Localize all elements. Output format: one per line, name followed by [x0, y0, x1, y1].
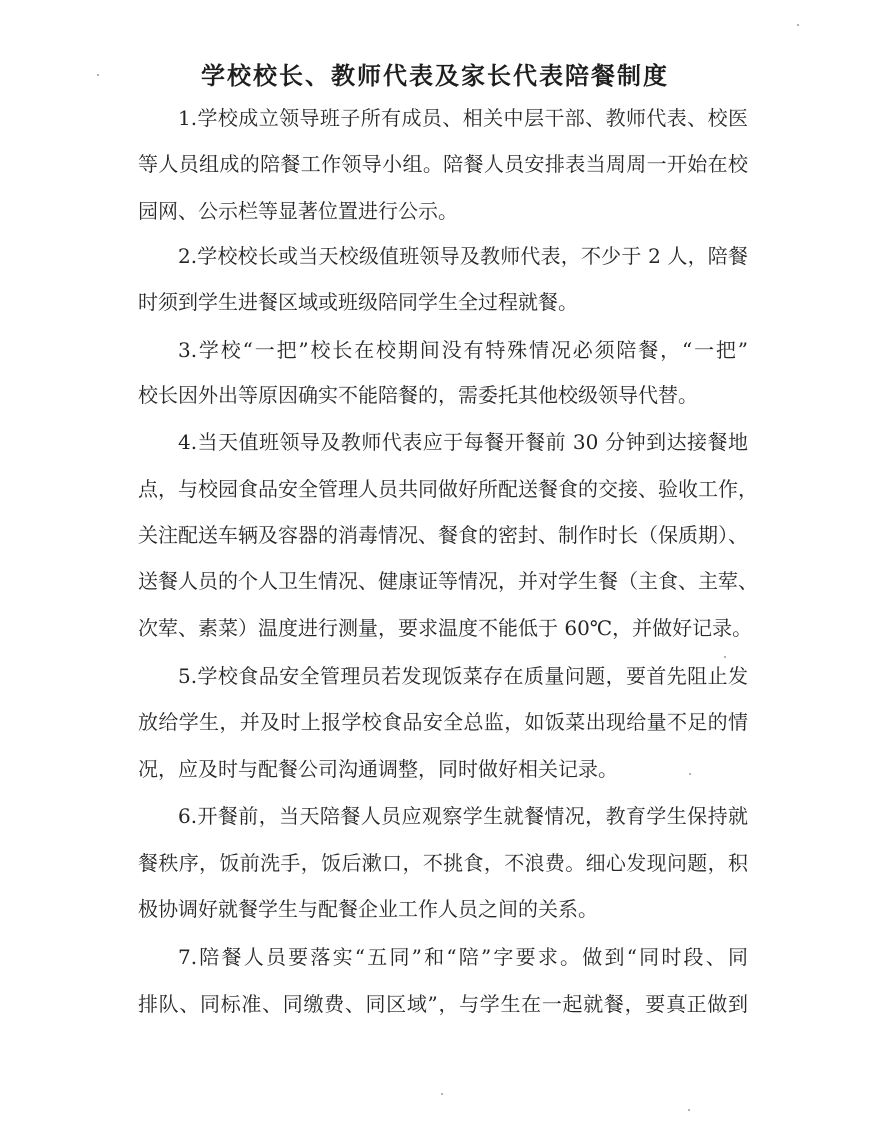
scan-speck: [689, 773, 691, 775]
paragraph-2-line-2: 时须到学生进餐区域或班级陪同学生全过程就餐。: [138, 290, 578, 314]
paragraph-5-line-3: 况，应及时与配餐公司沟通调整，同时做好相关记录。: [138, 757, 618, 781]
paragraph-4-line-5: 次荤、素菜）温度进行测量，要求温度不能低于 60℃，并做好记录。: [138, 616, 753, 640]
paragraph-6-line-1: 6.开餐前，当天陪餐人员应观察学生就餐情况，教育学生保持就: [178, 804, 748, 828]
paragraph-1-line-2: 等人员组成的陪餐工作领导小组。陪餐人员安排表当周周一开始在校: [138, 152, 748, 176]
scan-speck: [797, 24, 799, 26]
paragraph-4-line-2: 点，与校园食品安全管理人员共同做好所配送餐食的交接、验收工作，: [138, 477, 758, 501]
paragraph-2-line-1: 2.学校校长或当天校级值班领导及教师代表，不少于 2 人，陪餐: [178, 244, 748, 268]
document-title: 学校校长、教师代表及家长代表陪餐制度: [201, 61, 669, 90]
paragraph-6-line-3: 极协调好就餐学生与配餐企业工作人员之间的关系。: [138, 897, 598, 921]
paragraph-5-line-2: 放给学生，并及时上报学校食品安全总监，如饭菜出现给量不足的情: [138, 710, 748, 734]
paragraph-1-line-3: 园网、公示栏等显著位置进行公示。: [138, 199, 458, 223]
paragraph-6-line-2: 餐秩序，饭前洗手，饭后漱口，不挑食，不浪费。细心发现问题，积: [138, 851, 748, 875]
paragraph-1-line-1: 1.学校成立领导班子所有成员、相关中层干部、教师代表、校医: [178, 106, 748, 130]
paragraph-3-line-1: 3.学校“一把”校长在校期间没有特殊情况必须陪餐，“一把”: [178, 338, 748, 362]
paragraph-5-line-1: 5.学校食品安全管理员若发现饭菜存在质量问题，要首先阻止发: [178, 664, 748, 688]
paragraph-4-line-1: 4.当天值班领导及教师代表应于每餐开餐前 30 分钟到达接餐地: [178, 430, 748, 454]
scan-speck: [441, 1093, 443, 1095]
paragraph-4-line-4: 送餐人员的个人卫生情况、健康证等情况，并对学生餐（主食、主荤、: [138, 569, 758, 593]
scan-speck: [724, 656, 726, 658]
paragraph-4-line-3: 关注配送车辆及容器的消毒情况、餐食的密封、制作时长（保质期）、: [138, 523, 748, 547]
paragraph-7-line-1: 7.陪餐人员要落实“五同”和“陪”字要求。做到“同时段、同: [178, 945, 748, 969]
scan-speck: [688, 1109, 690, 1111]
paragraph-7-line-2: 排队、同标准、同缴费、同区域”，与学生在一起就餐，要真正做到: [138, 992, 748, 1016]
paragraph-3-line-2: 校长因外出等原因确实不能陪餐的，需委托其他校级领导代替。: [138, 383, 698, 407]
scan-speck: [97, 74, 99, 76]
